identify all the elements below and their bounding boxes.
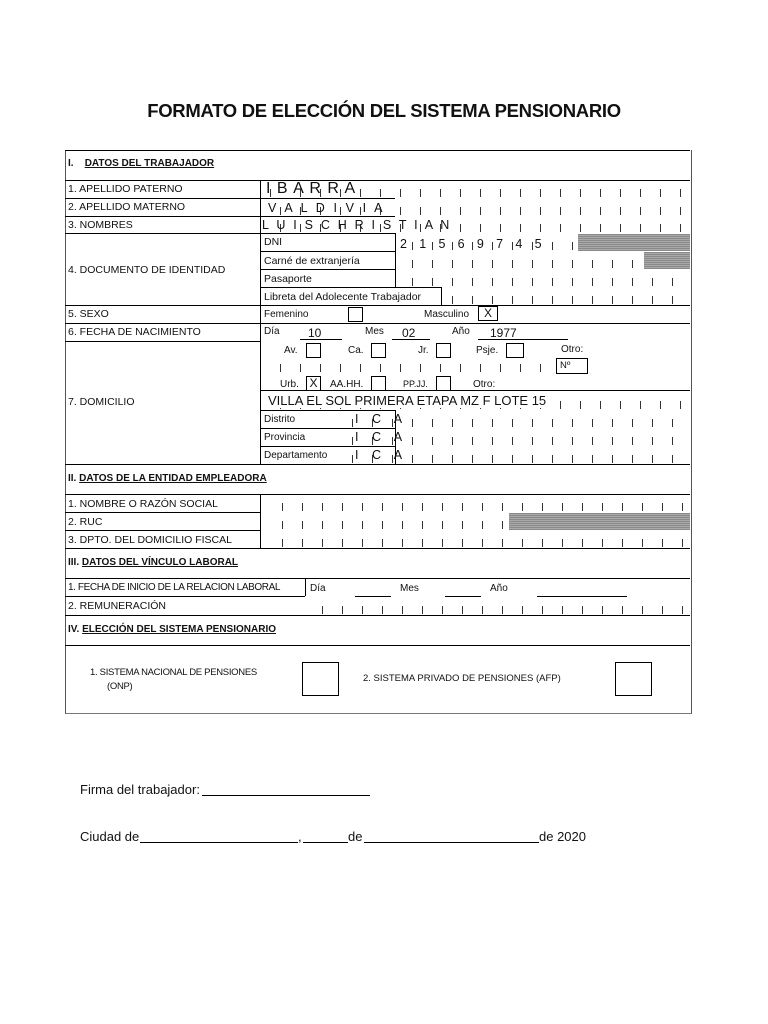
divider bbox=[65, 578, 690, 579]
psje-label: Psje. bbox=[476, 345, 499, 356]
divider bbox=[260, 269, 395, 270]
divider bbox=[260, 287, 442, 288]
de-label: de bbox=[348, 829, 363, 844]
dni-label: DNI bbox=[264, 236, 283, 248]
afp-label: 2. SISTEMA PRIVADO DE PENSIONES (AFP) bbox=[363, 673, 561, 684]
mes-label: Mes bbox=[365, 326, 384, 337]
divider bbox=[65, 323, 690, 324]
inicio-dia-label: Día bbox=[310, 583, 326, 594]
dpto-fiscal-field[interactable] bbox=[261, 531, 690, 548]
apellido-materno-label: 2. APELLIDO MATERNO bbox=[68, 201, 186, 213]
jr-checkbox[interactable] bbox=[436, 343, 451, 358]
firma-label: Firma del trabajador: bbox=[80, 782, 200, 797]
inicio-anio-field[interactable] bbox=[537, 580, 627, 597]
departamento-field[interactable] bbox=[352, 447, 690, 464]
apellido-paterno-label: 1. APELLIDO PATERNO bbox=[68, 183, 183, 195]
ruc-field[interactable] bbox=[261, 513, 509, 530]
urb-label: Urb. bbox=[280, 379, 299, 390]
av-checkbox[interactable] bbox=[306, 343, 321, 358]
divider bbox=[395, 233, 396, 287]
anio-value[interactable]: 1977 bbox=[478, 326, 568, 340]
aahh-label: AA.HH. bbox=[330, 379, 364, 390]
fecha-inicio-label: 1. FECHA DE INICIO DE LA RELACION LABORAL bbox=[68, 582, 281, 593]
divider bbox=[441, 287, 442, 305]
ppjj-label: PP.JJ. bbox=[403, 379, 428, 389]
onp-checkbox[interactable] bbox=[302, 662, 339, 696]
masculino-checkbox[interactable]: X bbox=[478, 306, 498, 321]
apellido-materno-field[interactable] bbox=[262, 199, 690, 216]
divider bbox=[65, 233, 395, 234]
remuneracion-field[interactable] bbox=[306, 598, 690, 615]
direccion-field[interactable] bbox=[261, 391, 690, 410]
divider bbox=[65, 530, 260, 531]
onp-label-line1: 1. SISTEMA NACIONAL DE PENSIONES bbox=[90, 667, 257, 678]
departamento-value: I C A bbox=[355, 448, 408, 462]
divider bbox=[260, 180, 261, 464]
apellido-paterno-field[interactable] bbox=[262, 181, 690, 198]
libreta-field[interactable] bbox=[443, 288, 690, 305]
mes-firma-field[interactable] bbox=[364, 827, 539, 843]
onp-label-line2: (ONP) bbox=[107, 681, 133, 692]
provincia-field[interactable] bbox=[352, 429, 690, 446]
afp-checkbox[interactable] bbox=[615, 662, 652, 696]
pasaporte-field[interactable] bbox=[397, 270, 690, 287]
urb-checkbox[interactable]: X bbox=[306, 376, 321, 391]
numero-field[interactable]: Nº bbox=[556, 358, 588, 374]
ciudad-field[interactable] bbox=[140, 827, 298, 843]
carne-label: Carné de extranjería bbox=[264, 255, 360, 267]
shaded-area bbox=[578, 234, 690, 251]
otro2-label: Otro: bbox=[473, 379, 496, 390]
domicilio-label: 7. DOMICILIO bbox=[68, 396, 135, 408]
distrito-value: I C A bbox=[355, 412, 408, 426]
ppjj-checkbox[interactable] bbox=[436, 376, 451, 391]
mes-value[interactable]: 02 bbox=[392, 326, 430, 340]
dia-value[interactable]: 10 bbox=[300, 326, 342, 340]
divider bbox=[65, 645, 690, 646]
ca-label: Ca. bbox=[348, 345, 364, 356]
aahh-checkbox[interactable] bbox=[371, 376, 386, 391]
dia-label: Día bbox=[264, 326, 280, 337]
comma-text: , bbox=[298, 829, 302, 844]
section-header-3: III. DATOS DEL VÍNCULO LABORAL bbox=[68, 557, 239, 568]
direccion-value: VILLA EL SOL PRIMERA ETAPA MZ F LOTE 15 bbox=[268, 393, 547, 408]
divider bbox=[65, 512, 260, 513]
av-label: Av. bbox=[284, 345, 298, 356]
inicio-dia-field[interactable] bbox=[355, 580, 391, 597]
departamento-label: Departamento bbox=[264, 450, 328, 461]
pasaporte-label: Pasaporte bbox=[264, 273, 312, 285]
dni-value: 2 1 5 6 9 7 4 5 bbox=[400, 237, 546, 251]
distrito-label: Distrito bbox=[264, 414, 296, 425]
onp-label bbox=[90, 667, 257, 692]
masculino-label: Masculino bbox=[424, 309, 470, 320]
documento-label: 4. DOCUMENTO DE IDENTIDAD bbox=[68, 264, 226, 276]
psje-checkbox[interactable] bbox=[506, 343, 524, 358]
dpto-fiscal-label: 3. DPTO. DEL DOMICILIO FISCAL bbox=[68, 534, 232, 546]
divider bbox=[65, 596, 305, 597]
divider bbox=[65, 150, 690, 151]
via-name-field[interactable] bbox=[261, 357, 690, 373]
remuneracion-label: 2. REMUNERACIÓN bbox=[68, 600, 167, 612]
jr-label: Jr. bbox=[418, 345, 429, 356]
nombres-field[interactable] bbox=[262, 217, 690, 233]
otro-label: Otro: bbox=[561, 344, 584, 355]
section-header-2: II. DATOS DE LA ENTIDAD EMPLEADORA bbox=[68, 473, 267, 484]
anio-label: Año bbox=[452, 326, 470, 337]
divider bbox=[305, 578, 306, 596]
divider bbox=[65, 305, 690, 306]
ca-checkbox[interactable] bbox=[371, 343, 386, 358]
section-header-1: I. DATOS DEL TRABAJADOR bbox=[68, 158, 215, 169]
section-header-4: IV. ELECCIÓN DEL SISTEMA PENSIONARIO bbox=[68, 624, 277, 635]
inicio-mes-field[interactable] bbox=[445, 580, 481, 597]
ciudad-label: Ciudad de bbox=[80, 829, 140, 844]
divider bbox=[65, 548, 690, 549]
inicio-mes-label: Mes bbox=[400, 583, 419, 594]
divider bbox=[65, 615, 690, 616]
apellido-paterno-value: I B A R R A bbox=[266, 180, 357, 197]
dia-firma-field[interactable] bbox=[303, 827, 348, 843]
provincia-value: I C A bbox=[355, 430, 408, 444]
carne-field[interactable] bbox=[397, 252, 643, 269]
form-title: FORMATO DE ELECCIÓN DEL SISTEMA PENSIONARIO bbox=[147, 100, 621, 121]
divider bbox=[65, 341, 260, 342]
shaded-area bbox=[509, 513, 690, 530]
firma-field[interactable] bbox=[202, 780, 370, 796]
sexo-label: 5. SEXO bbox=[68, 308, 109, 320]
femenino-checkbox[interactable] bbox=[348, 307, 363, 322]
nombres-label: 3. NOMBRES bbox=[68, 219, 133, 231]
razon-social-field[interactable] bbox=[261, 495, 690, 512]
nombres-value: L U I S C H R I S T I A N bbox=[262, 218, 452, 232]
inicio-anio-label: Año bbox=[490, 583, 508, 594]
razon-social-label: 1. NOMBRE O RAZÓN SOCIAL bbox=[68, 498, 218, 510]
divider bbox=[260, 251, 395, 252]
nacimiento-label: 6. FECHA DE NACIMIENTO bbox=[68, 326, 201, 338]
shaded-area bbox=[644, 252, 690, 269]
divider bbox=[65, 464, 690, 465]
libreta-label: Libreta del Adolecente Trabajador bbox=[264, 291, 422, 303]
distrito-field[interactable] bbox=[352, 411, 690, 428]
ruc-label: 2. RUC bbox=[68, 516, 103, 528]
year-label: de 2020 bbox=[539, 829, 586, 844]
femenino-label: Femenino bbox=[264, 309, 309, 320]
provincia-label: Provincia bbox=[264, 432, 306, 443]
dni-field[interactable] bbox=[397, 234, 577, 251]
apellido-materno-value: V A L D I V I A bbox=[268, 201, 386, 215]
